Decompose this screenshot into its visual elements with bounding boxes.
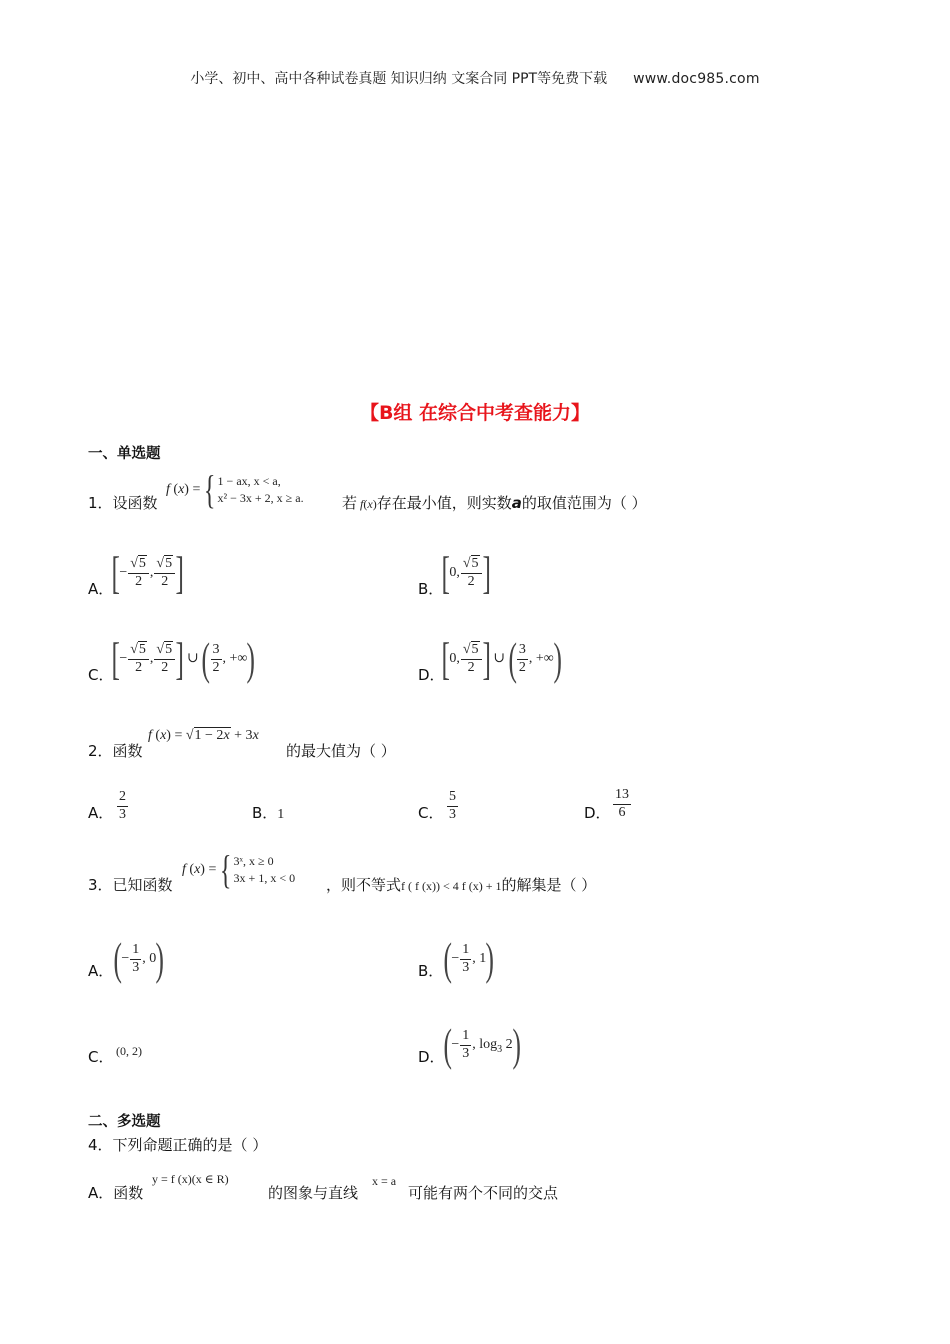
q1-option-a[interactable] [88, 578, 113, 599]
q3-option-d[interactable] [418, 1046, 445, 1067]
brace-icon: { [204, 467, 216, 512]
q2-number: 2．函数 [88, 742, 143, 760]
q2-option-c-value: $\frac{5}{3}$ [449, 789, 456, 822]
brace-icon: { [220, 847, 232, 892]
q1-option-b[interactable] [418, 578, 443, 599]
q3-option-d-value: (− $\frac{1}{3}$ , $\log_3 2$) [443, 1019, 521, 1070]
page-header [0, 68, 950, 88]
q1-option-d-label: D． [418, 666, 445, 684]
part2-heading: 二、多选题 [88, 1114, 161, 1130]
q2-option-d-label: D． [584, 804, 611, 822]
section-title: 【B组 在综合中考查能力】 [359, 402, 591, 424]
q2-option-d-value: $\frac{13}{6}$ [615, 787, 629, 820]
q3-option-a-label: A． [88, 962, 114, 980]
q3-piece-2: 3x + 1, x < 0 [233, 871, 296, 885]
q1-suffix-2: 存在最小值，则实数 [376, 494, 512, 512]
q1-piece-2: x² − 3x + 2, x ≥ a. [217, 491, 304, 505]
q3-option-c-label: C． [88, 1048, 114, 1066]
q4-a-line: x = a [372, 1174, 397, 1188]
q1-option-c-label: C． [88, 666, 114, 684]
q1-option-c[interactable] [88, 664, 113, 685]
q1-option-a-label: A． [88, 580, 114, 598]
q1-suffix-3: 的取值范围为（ ） [521, 494, 647, 512]
q2-option-b[interactable] [252, 802, 284, 823]
q2-function-def: f (x) = √1 − 2x + 3x [148, 728, 259, 743]
q3-option-b-label: B． [418, 962, 444, 980]
q1-option-b-label: B． [418, 580, 444, 598]
q1-option-a-value: [− $\frac{√5}{2}$ , $\frac{√5}{2}$ ] [111, 547, 184, 598]
q3-option-d-label: D． [418, 1048, 445, 1066]
q3-inequality: f ( f (x)) < 4 f (x) + 1 [401, 879, 502, 893]
q3-function-def: f (x) = { 3ˣ, x ≥ 0 3x + 1, x < 0 [182, 847, 296, 892]
q1-number: 1．设函数 [88, 494, 158, 512]
q4-a-prefix: A．函数 [88, 1184, 144, 1202]
q1-text [342, 492, 647, 513]
q1-suffix-1: 若 [342, 494, 358, 512]
q3-text [326, 874, 596, 895]
q3-option-b-value: (− $\frac{1}{3}$ , 1) [443, 933, 495, 984]
q3-option-a[interactable] [88, 960, 113, 981]
q3-option-c[interactable] [88, 1046, 113, 1067]
q3-piece-1: 3ˣ, x ≥ 0 [233, 854, 274, 868]
q2-option-a[interactable] [88, 802, 113, 823]
q3-mid: ，则不等式 [326, 876, 402, 894]
q2-option-b-value: 1 [277, 807, 285, 822]
q1-option-d-value: [0, $\frac{√5}{2}$ ] ∪ ( $\frac{3}{2}$ , +∞) [441, 633, 562, 684]
q1-function-def: f (x) = { 1 − ax, x < a, x² − 3x + 2, x ≥ a. [166, 467, 304, 512]
q2-option-c-label: C． [418, 804, 444, 822]
q4-a-mid: 的图象与直线 [268, 1184, 359, 1202]
q3-number: 3．已知函数 [88, 876, 173, 894]
q3-option-c-value: (0, 2) [116, 1044, 142, 1058]
q2-suffix: 的最大值为（ ） [286, 742, 396, 760]
q1-var-a: a [511, 494, 522, 512]
q4-a-suffix: 可能有两个不同的交点 [408, 1184, 559, 1202]
q3-option-a-value: (− $\frac{1}{3}$ , 0) [113, 933, 165, 984]
q2-option-c[interactable] [418, 802, 443, 823]
header-text: 小学、初中、高中各种试卷真题 知识归纳 文案合同 PPT等免费下载 [190, 71, 608, 87]
q1-fx-inline: f(x) [360, 497, 377, 511]
q1-option-b-value: [0, $\frac{√5}{2}$ ] [441, 547, 491, 598]
q2-option-a-value: $\frac{2}{3}$ [119, 789, 126, 822]
q4-number: 4．下列命题正确的是（ ） [88, 1136, 268, 1154]
part1-heading: 一、单选题 [88, 446, 161, 462]
q1-option-c-value: [− $\frac{√5}{2}$ , $\frac{√5}{2}$ ] ∪ ( $\frac{3}{2}$ , +∞) [111, 633, 256, 684]
q4-a-formula: y = f (x)(x ∈ R) [152, 1172, 229, 1186]
q4-option-a[interactable] [88, 1182, 143, 1203]
q2-option-d[interactable] [584, 802, 611, 823]
q1-piece-1: 1 − ax, x < a, [217, 474, 281, 488]
q2-option-b-label: B． [252, 804, 278, 822]
q3-suffix: 的解集是（ ） [501, 876, 597, 894]
q2-option-a-label: A． [88, 804, 114, 822]
header-site-link[interactable]: www.doc985.com [633, 71, 760, 87]
q3-option-b[interactable] [418, 960, 443, 981]
